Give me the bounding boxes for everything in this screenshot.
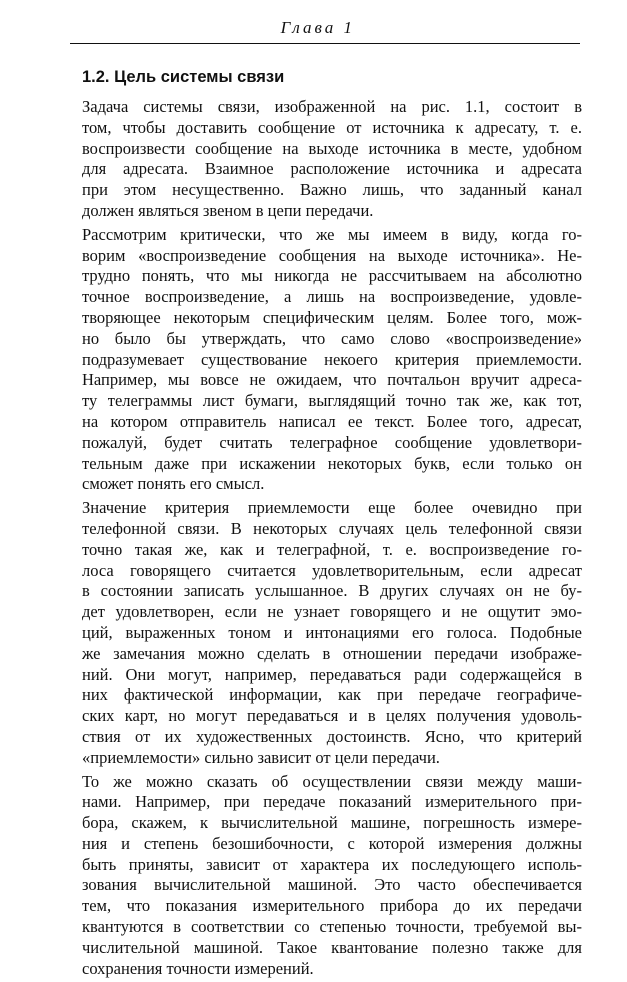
text-line: Например, мы вовсе не ожидаем, что почтальон вручит адреса-: [82, 370, 582, 390]
text-line: же замечания можно сделать в отношении передачи изображе-: [82, 643, 582, 663]
text-line: быть приняты, зависит от характера их последующего исполь-: [82, 854, 582, 874]
section-title: 1.2. Цель системы связи: [82, 68, 285, 86]
text-line: тельным даже при искажении некоторых букв, если только он: [82, 453, 582, 473]
running-head: Глава 1: [280, 18, 355, 37]
text-line: квантуются в соответствии со степенью точности, требуемой вы-: [82, 917, 582, 937]
text-line: ний. Они могут, например, передаваться ради содержащейся в: [82, 664, 582, 684]
text-line: точно такая же, как и телеграфной, т. е. воспроизведение го-: [82, 539, 582, 559]
text-line: ствия от их художественных достоинств. Ясно, что критерий: [82, 726, 582, 746]
text-line: сохранения точности измерений.: [82, 958, 314, 978]
text-line: них фактической информации, как при передаче географиче-: [82, 685, 582, 705]
text-line: ния и степень безошибочности, с которой измерения должны: [82, 833, 582, 853]
text-line: нами. Например, при передаче показаний измерительного при-: [82, 792, 582, 812]
text-line: при этом несущественно. Важно лишь, что заданный канал: [82, 180, 582, 200]
text-line: Значение критерия приемлемости еще более очевидно при: [82, 498, 582, 518]
text-line: бора, скажем, к вычислительной машине, погрешность измере-: [82, 813, 582, 833]
paragraph: [82, 225, 582, 495]
text-line: том, чтобы доставить сообщение от источника к адресату, т. е.: [82, 117, 582, 137]
paragraph: [82, 772, 582, 980]
text-line: ций, выраженных тоном и интонациями его голоса. Подобные: [82, 622, 582, 642]
paragraph: [82, 498, 582, 768]
text-line: ту телеграммы лист бумаги, выглядящий точно так же, как тот,: [82, 391, 582, 411]
text-line: воспроизвести сообщение на выходе источника в месте, удобном: [82, 138, 582, 158]
text-line: на котором отправитель написал ее текст. Более того, адресат,: [82, 411, 582, 431]
text-line: Задача системы связи, изображенной на рис. 1.1, состоит в: [82, 97, 582, 116]
text-line: дет удовлетворен, если не узнает говорящего и не ощутит эмо-: [82, 602, 582, 622]
paragraph: [82, 97, 582, 222]
text-line: для адресата. Взаимное расположение источника и адресата: [82, 159, 582, 179]
text-line: сможет понять его смысл.: [82, 474, 265, 494]
text-line: То же можно сказать об осуществлении связи между маши-: [82, 771, 582, 791]
text-line: лоса говорящего считается удовлетворительным, если адресат: [82, 560, 582, 580]
text-line: ских карт, но могут передаваться и в целях получения удоволь-: [82, 706, 582, 726]
text-line: «приемлемости» сильно зависит от цели передачи.: [82, 747, 440, 767]
text-line: зования вычислительной машиной. Это часто обеспечивается: [82, 875, 582, 895]
text-line: Рассмотрим критически, что же мы имеем в виду, когда го-: [82, 224, 582, 244]
text-line: пожалуй, будет считать телеграфное сообщение удовлетвори-: [82, 432, 582, 452]
text-line: трудно понять, что мы никогда не рассчитываем на абсолютно: [82, 266, 582, 286]
text-line: числительной машиной. Такое квантование полезно также для: [82, 937, 582, 957]
text-line: телефонной связи. В некоторых случаях цель телефонной связи: [82, 518, 582, 538]
text-line: точное воспроизведение, а лишь на воспроизведение, удовле-: [82, 287, 582, 307]
text-line: творяющее некоторым специфическим целям. Более того, мож-: [82, 307, 582, 327]
header-rule: [70, 43, 580, 44]
text-line: подразумевает существование некоего критерия приемлемости.: [82, 349, 582, 369]
text-line: тем, что показания измерительного прибора до их передачи: [82, 896, 582, 916]
text-line: должен являться звеном в цепи передачи.: [82, 200, 374, 220]
text-line: но было бы утверждать, что само слово «воспроизведение»: [82, 328, 582, 348]
body-text: [82, 97, 582, 982]
text-line: в состоянии записать услышанное. В других случаях он не бу-: [82, 581, 582, 601]
text-line: ворим «воспроизведение сообщения на выходе источника». Не-: [82, 245, 582, 265]
